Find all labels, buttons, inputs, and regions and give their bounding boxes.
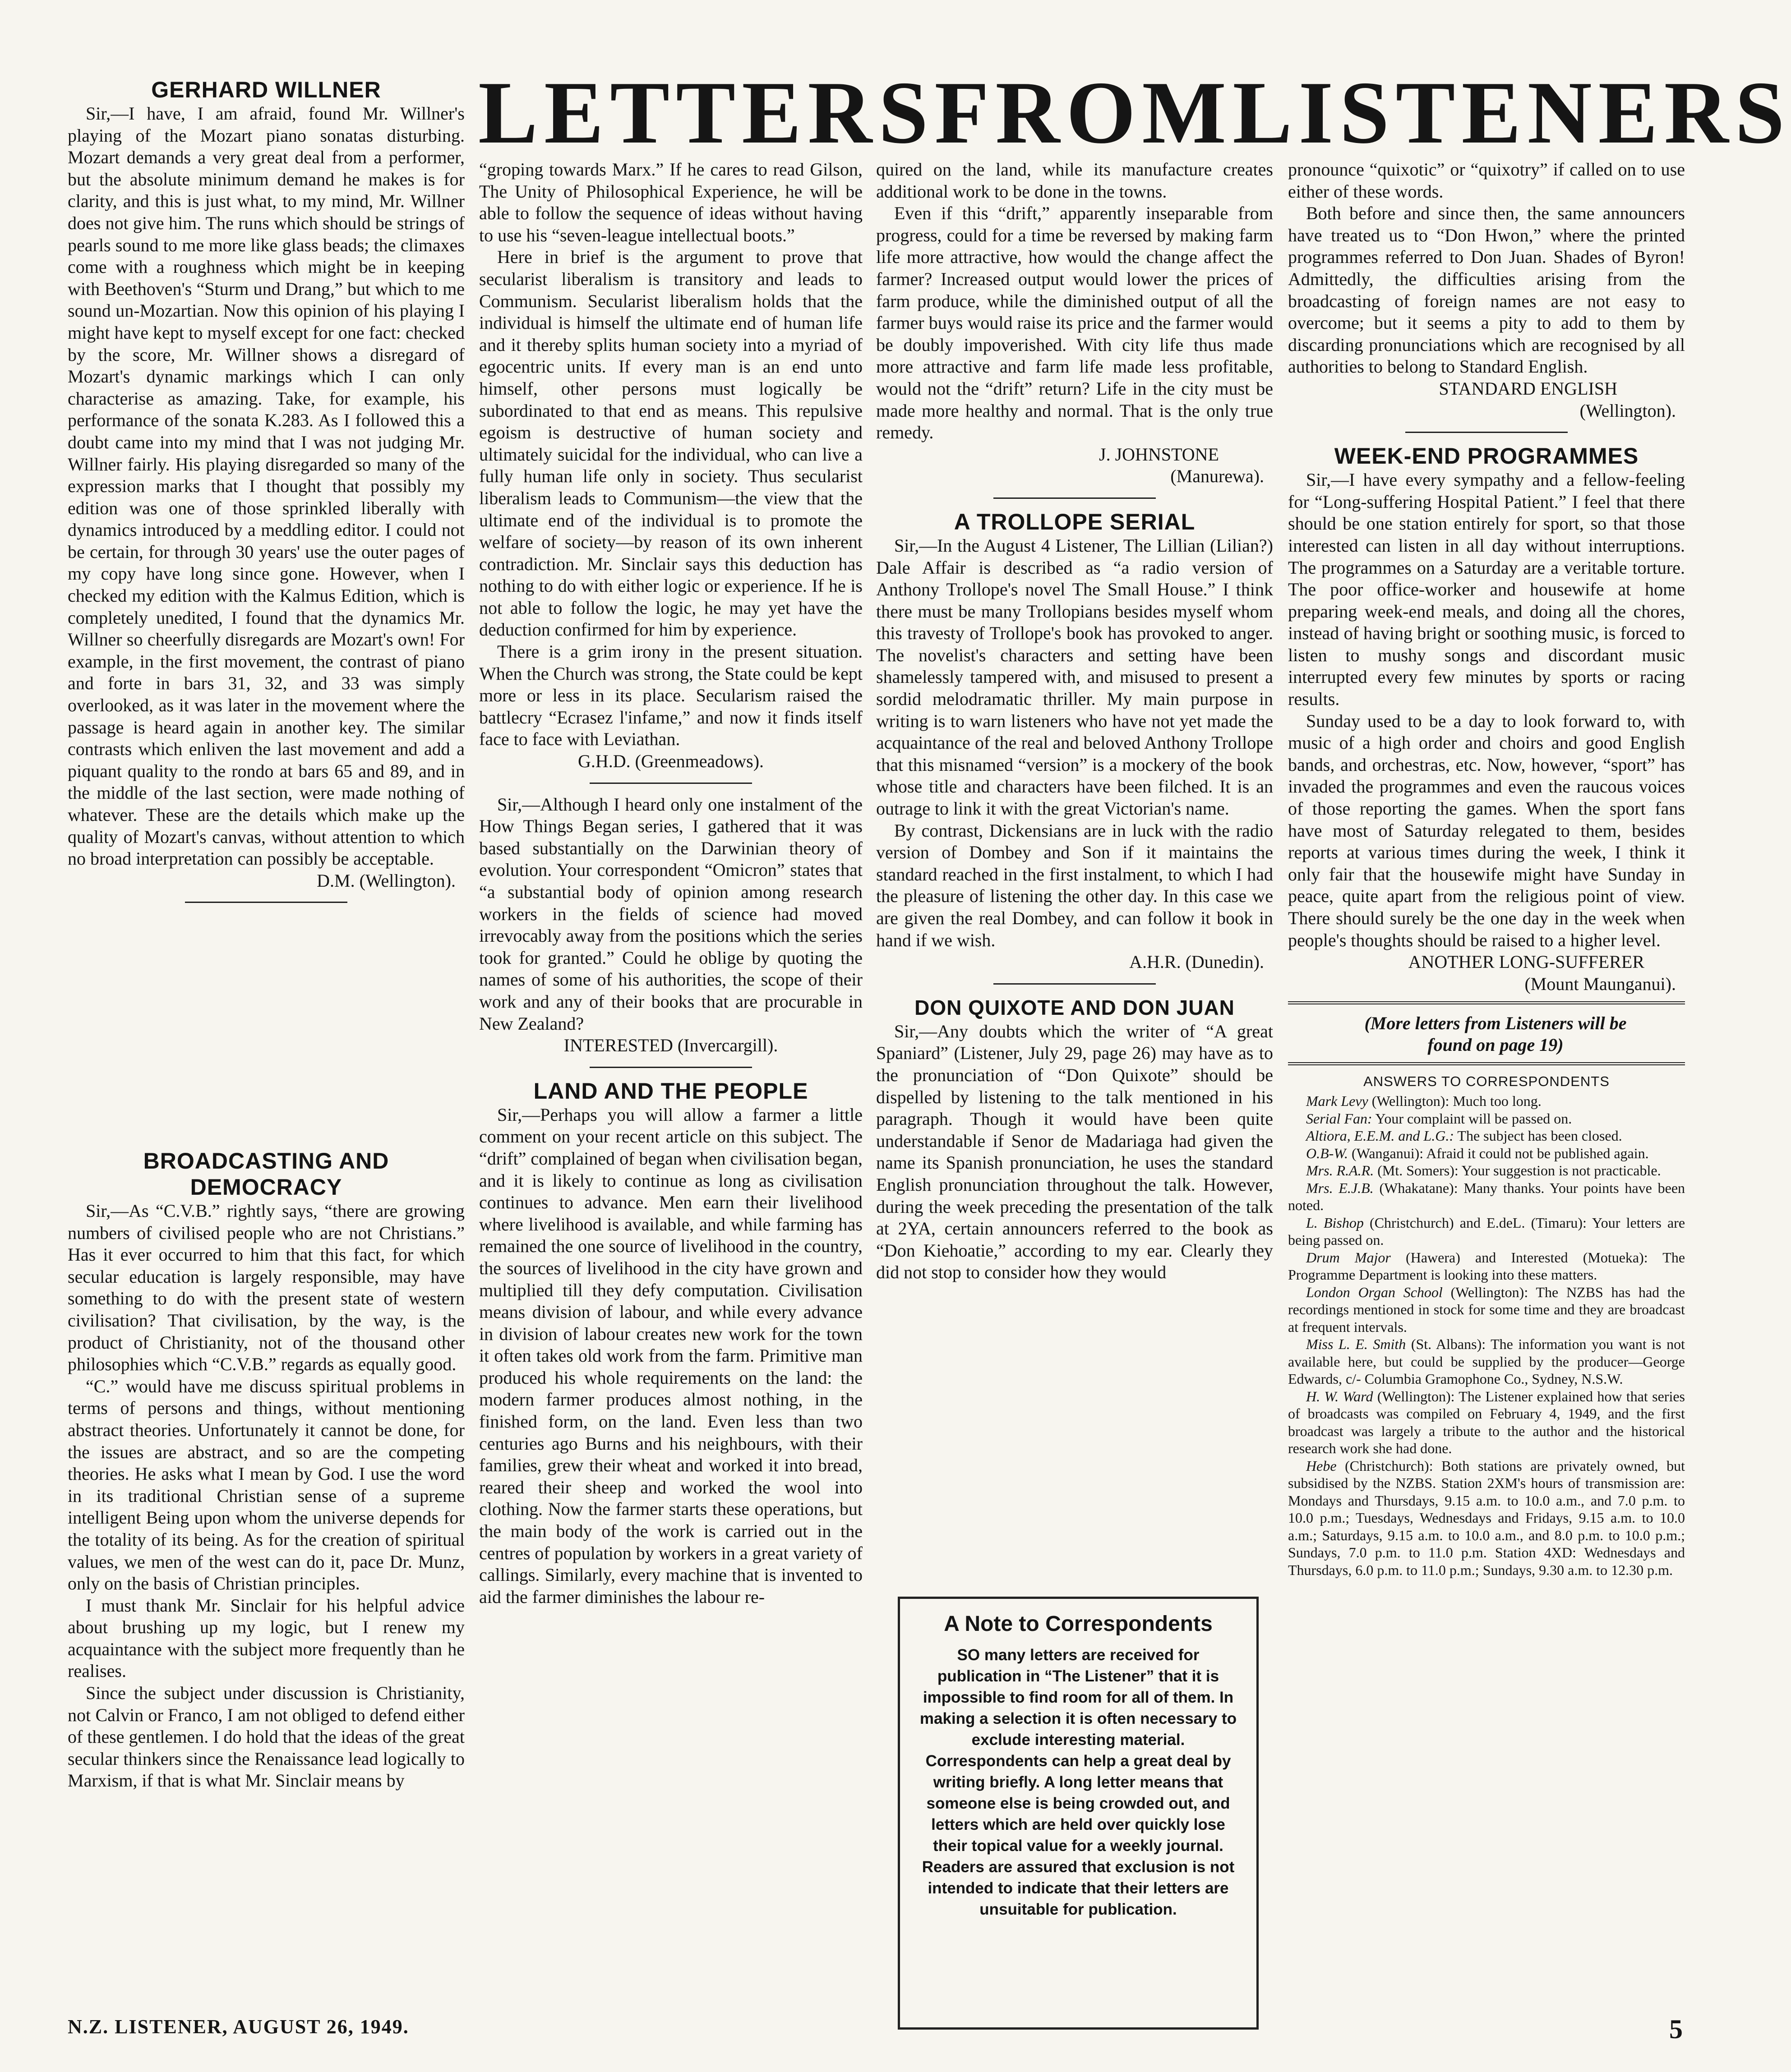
letter-body: Sir,—In the August 4 Listener, The Lillian (Lilian?) Dale Affair is described as “a radio version of Anthony Trollope's novel The Small House.” I think there must be many Trollopians besides myself whom this travesty of Trollope's book has provoked to anger. The novelist's characters and setting have been shamelessly tampered with, and misused to present a sordid melodramatic thriller. My main purpose in writing is to warn listeners who have not yet made the acquaintance of the real and beloved Anthony Trollope that this misnamed “version” is a mockery of the book whose title and characters have been filched. It is an outrage to link it with the great Victorian's name. [876, 535, 1273, 819]
letter-land-continued [876, 159, 1273, 1284]
answer-item [1288, 1145, 1685, 1162]
answer-item [1288, 1335, 1685, 1388]
letter-broadcasting-continued [479, 159, 863, 1608]
masthead-word: FROM [934, 63, 1233, 162]
letter-signature: STANDARD ENGLISH [1439, 378, 1617, 399]
note-body: SO many letters are received for publication in “The Listener” that it is impossible to find room for all of them. In making a selection it is often necessary to exclude interesting material. Correspondents can help a great deal by writing briefly. A long letter means that someone else is being crowded out, and letters which are held over quickly lose their topical value for a weekly journal. Readers are assured that exclusion is not intended to indicate that their letters are unsuitable for publication. [919, 1646, 1237, 1918]
answer-name: London Organ School [1306, 1284, 1443, 1300]
answers-list [1288, 1092, 1685, 1579]
divider [993, 497, 1156, 499]
answer-item [1288, 1162, 1685, 1179]
answer-text: (Christchurch) and E.deL. (Timaru): Your letters are being passed on. [1288, 1214, 1685, 1248]
note-title: A Note to Correspondents [944, 1612, 1213, 1636]
letter-body: Sir,—Any doubts which the writer of “A great Spaniard” (Listener, July 29, page 26) may have as to the pronunciation of “Don Quixote” should be dispelled by listening to the talk mentioned in his paragraph. Though it would have been quite understandable if Senor de Madariaga had given the name its Spanish pronunciation, he uses the standard English pronunciation throughout the talk. However, during the week preceding the presentation of the talk at 2YA, certain announcers referred to the book as “Don Kiehoatie,” according to my ear. Clearly they did not stop to consider how they would [876, 1021, 1273, 1283]
divider [993, 983, 1156, 985]
answer-name: Drum Major [1306, 1249, 1391, 1266]
letter-body: pronounce “quixotic” or “quixotry” if called on to use either of these words. [1288, 159, 1685, 202]
letter-gerhard-willner [68, 77, 465, 913]
letter-body: Sunday used to be a day to look forward to, with music of a high order and choirs and good English bands, and orchestras, etc. Now, however, “sport” has invaded the programmes and even the raucous voices of those reporting the games. When the sport fans have most of Saturday relegated to them, besides reports at various times during the week, I think it only fair that the housewife might have Sunday in peace, quite apart from the religious point of view. There should surely be the one day in the week when people's thoughts should be raised to a higher level. [1288, 710, 1685, 950]
answer-name: Miss L. E. Smith [1306, 1336, 1406, 1353]
letter-signature: INTERESTED (Invercargill). [563, 1035, 778, 1056]
letter-heading: A TROLLOPE SERIAL [954, 509, 1196, 534]
answer-name: H. W. Ward [1306, 1388, 1373, 1404]
letter-body: Both before and since then, the same announcers have treated us to “Don Hwon,” where the printed programmes referred to Don Juan. Shades of Byron! Admittedly, the difficulties arising from the broadcasting of foreign names are not easy to overcome; but it seems a pity to add to them by discarding pronunciations which are recognised by all authorities to belong to Standard English. [1288, 203, 1685, 377]
letter-body: Even if this “drift,” apparently inseparable from progress, could for a time be reversed by making farm life more attractive, how would the change affect the farmer? Increased output would lower the prices of farm produce, while the diminished output of all the farmer buys would raise its price and the farmer would be doubly impoverished. With city life thus made more attractive and farm life made less profitable, would not the “drift” return? Life in the city must be made more healthy and normal. That is the only true remedy. [876, 203, 1273, 443]
letter-heading: WEEK-END PROGRAMMES [1334, 443, 1639, 469]
divider [590, 783, 752, 784]
letter-heading: DEMOCRACY [190, 1174, 342, 1200]
letter-body: “groping towards Marx.” If he cares to read Gilson, The Unity of Philosophical Experience, he will be able to follow the sequence of ideas without having to use his “seven-league intellectual boots.” [479, 159, 863, 245]
letter-signature: G.H.D. (Greenmeadows). [577, 751, 764, 772]
letter-body: By contrast, Dickensians are in luck with the radio version of Dombey and Son if it maintains the standard reached in the first instalment, to which I had the pleasure of listening the other day. In this case we are given the real Dombey, and can follow it book in hand if we wish. [876, 820, 1273, 950]
double-divider [1288, 1062, 1685, 1065]
answer-text: (St. Albans): The information you want is not available here, but could be supplied by the producer—George Edwards, c/- Columbia Gramophone Co., Sydney, N.S.W. [1288, 1336, 1685, 1387]
answer-item [1288, 1457, 1685, 1579]
answer-item [1288, 1214, 1685, 1249]
column-1 [68, 0, 465, 2072]
answer-item [1288, 1284, 1685, 1336]
double-divider [1288, 1001, 1685, 1004]
answer-item [1288, 1249, 1685, 1284]
note-to-correspondents [898, 1597, 1259, 2030]
answer-text: (Wellington): The NZBS has had the recordings mentioned in stock for some time and they are broadcast at frequent intervals. [1288, 1284, 1685, 1335]
masthead-word: LISTENERS [1232, 63, 1791, 162]
letter-body: quired on the land, while its manufacture creates additional work to be done in the towns. [876, 159, 1273, 202]
letter-broadcasting-democracy [68, 1148, 465, 1792]
letter-body: Since the subject under discussion is Christianity, not Calvin or Franco, I am not obliged to defend either of these gentlemen. I do hold that the ideas of the great secular thinkers since the Renaissance lead logically to Marxism, if that is what Mr. Sinclair means by [68, 1683, 465, 1791]
answer-name: Mrs. R.A.R. [1306, 1162, 1374, 1179]
letter-quixote-continued [1288, 159, 1685, 1579]
answer-name: Serial Fan: [1306, 1110, 1372, 1127]
divider [590, 1067, 752, 1068]
column-4 [1288, 0, 1685, 2072]
divider [1405, 432, 1568, 433]
answer-name: L. Bishop [1306, 1214, 1364, 1231]
more-letters-note: (More letters from Listeners will be [1364, 1013, 1627, 1034]
letter-body: Sir,—Although I heard only one instalment of the How Things Began series, I gathered that it was based substantially on the Darwinian theory of evolution. Your correspondent “Omicron” states that “a substantial body of opinion among research workers in the fields of science had moved irrevocably away from the positions which the series took for granted.” Could he oblige by quoting the names of some of his authorities, the scope of their work and any of their books that are procurable in New Zealand? [479, 794, 863, 1034]
letter-heading: DON QUIXOTE AND DON JUAN [914, 995, 1235, 1019]
answer-name: O.B-W. [1306, 1145, 1348, 1161]
letter-heading: LAND AND THE PEOPLE [533, 1078, 808, 1104]
answer-text: (Christchurch): Both stations are privately owned, but subsidised by the NZBS. Station 2XM's hours of transmission are: Mondays and Thursdays, 9.15 a.m. to 10.0 a.m., and 7.0 p.m. to 10.0 p.m.; Tuesdays, Wednesdays and Fridays, 9.15 a.m. to 10.0 a.m.; Saturdays, 9.15 a.m. to 10.0 a.m., and 8.0 p.m. to 10.0 p.m.; Sundays, 7.0 p.m. to 11.0 p.m. Station 4XD: Wednesdays and Thursdays, 6.0 p.m. to 11.0 p.m.; Sundays, 9.30 a.m. to 12.30 p.m. [1288, 1457, 1685, 1578]
letter-body: Sir,—I have, I am afraid, found Mr. Willner's playing of the Mozart piano sonatas disturbing. Mozart demands a very great deal from a performer, but the absolute minimum demand he makes is for clarity, and this is just what, to my mind, Mr. Willner does not give him. The runs which should be strings of pearls sound to me more like glass beads; the climaxes come with a roughness which might be in keeping with Beethoven's “Sturm und Drang,” but which to me sound un-Mozartian. Now this opinion of his playing I might have kept to myself except for one fact: checked by the score, Mr. Willner shows a disregard of Mozart's dynamic markings which I can only characterise as amazing. Take, for example, his performance of the sonata K.283. As I followed this a doubt came into my mind that I was not judging Mr. Willner fairly. His playing disregarded so many of the expression marks that I thought that possibly my edition was one of those sprinkled liberally with dynamics introduced by a meddling editor. I could not be certain, for through 30 years' use the outer pages of my copy have long since gone. However, when I checked my edition with the Kalmus Edition, which is completely unedited, I found that the dynamics Mr. Willner so cheerfully disregards are Mozart's own! For example, in the first movement, the contrast of piano and forte in bars 31, 32, and 33 was simply overlooked, as it was later in the movement where the passage is heard again in another key. The similar contrasts which enliven the last movement and add a piquant quality to the rondo at bars 65 and 89, and in the middle of the last section, were made nothing of whatever. These are the details which make up the quality of Mozart's canvas, without attention to which no broad interpretation can possibly be acceptable. [68, 103, 465, 869]
letter-signature: A.H.R. (Dunedin). [1129, 952, 1264, 972]
answer-item [1288, 1388, 1685, 1457]
letter-signature: (Wellington). [1579, 400, 1676, 421]
answer-name: Hebe [1306, 1457, 1337, 1474]
letter-body: Sir,—I have every sympathy and a fellow-feeling for “Long-suffering Hospital Patient.” I feel that there should be one station entirely for sport, so that those interested can listen in all day without interruptions. The programmes on a Saturday are a veritable torture. The poor office-worker and housewife at home preparing week-end meals, and doing all the chores, instead of having bright or soothing music, is forced to listen to mushy songs and discordant music interrupted every few minutes by sports or racing results. [1288, 470, 1685, 709]
answer-text: (Wellington): The Listener explained how that series of broadcasts was compiled on February 4, 1949, and the first broadcast was largely a tribute to the author and the historical research work she had done. [1288, 1388, 1685, 1457]
answer-item [1288, 1179, 1685, 1214]
answer-item [1288, 1127, 1685, 1145]
answer-text: (Hawera) and Interested (Motueka): The Programme Department is looking into these matters. [1288, 1249, 1685, 1283]
page-footer: N.Z. LISTENER, AUGUST 26, 1949. [68, 2016, 409, 2038]
letter-body: Here in brief is the argument to prove that secularist liberalism is transitory and leads to Communism. Secularist liberalism holds that the individual is himself the ultimate end of human life and it thereby splits human society into a myriad of egocentric units. If every man is an end unto himself, other persons must logically be subordinated to that end as means. This repulsive egoism is destructive of human society and ultimately suicidal for the individual, who can live a fully human life only in society. Thus secularist liberalism leads to Communism—the view that the ultimate end of the individual is to promote the welfare of society—by reason of its own inherent contradiction. Mr. Sinclair says this deduction has nothing to do with either logic or experience. If he is not able to follow the logic, he may yet have the deduction confirmed for him by experience. [479, 247, 863, 640]
letter-heading: BROADCASTING AND [143, 1148, 389, 1174]
letter-body: Sir,—As “C.V.B.” rightly says, “there are growing numbers of civilised people who are not Christians.” Has it ever occurred to him that this fact, for which secular education is largely responsible, may have something to do with the present state of western civilisation? That civilisation, by the way, is the product of Christianity, not of the thousand other philosophies which “C.V.B.” regards as equally good. [68, 1201, 465, 1375]
answer-item [1288, 1092, 1685, 1110]
page-number: 5 [1669, 2014, 1683, 2044]
answer-text: Your complaint will be passed on. [1375, 1110, 1572, 1127]
letter-body: There is a grim irony in the present situation. When the Church was strong, the State could be kept more or less in its place. Secularism raised the battlecry “Ecrasez l'infame,” and now it finds itself face to face with Leviathan. [479, 641, 863, 750]
letter-signature: J. JOHNSTONE [1099, 444, 1219, 465]
answer-item [1288, 1110, 1685, 1128]
answer-name: Altiora, E.E.M. and L.G.: [1306, 1128, 1454, 1144]
answer-text: (Wanganui): Afraid it could not be published again. [1352, 1145, 1649, 1161]
answer-text: (Whakatane): Many thanks. Your points have been noted. [1288, 1179, 1685, 1214]
letter-body: I must thank Mr. Sinclair for his helpful advice about brushing up my logic, but I renew my acquaintance with the subject more frequently than he realises. [68, 1595, 465, 1681]
more-letters-note: found on page 19) [1427, 1035, 1564, 1055]
divider [185, 902, 347, 903]
answer-text: (Mt. Somers): Your suggestion is not practicable. [1377, 1162, 1661, 1179]
answer-name: Mark Levy [1306, 1093, 1368, 1110]
answer-text: The subject has been closed. [1457, 1128, 1622, 1144]
masthead-word: LETTERS [478, 63, 935, 162]
letter-signature: (Manurewa). [1170, 466, 1264, 487]
letter-signature: D.M. (Wellington). [317, 870, 456, 891]
column-2 [479, 0, 863, 2072]
letter-signature: (Mount Maunganui). [1524, 973, 1676, 994]
answer-text: (Wellington): Much too long. [1371, 1093, 1542, 1110]
answer-name: Mrs. E.J.B. [1306, 1179, 1374, 1196]
letter-body: Sir,—Perhaps you will allow a farmer a little comment on your recent article on this subject. The “drift” complained of began when civilisation began, and it is likely to continue as long as civilisation continues to advance. Men earn their livelihood where livelihood is available, and while farming has remained the one source of livelihood in the country, the sources of livelihood in the city have grown and multiplied till they defy computation. Civilisation means division of labour, and while every advance in division of labour creates new work for the town it often takes old work from the farm. Primitive man produced his whole requirements on the land: the modern farmer produces almost nothing, in the finished form, on the land. Even less than two centuries ago Burns and his neighbours, with their families, grew their wheat and worked it into bread, reared their sheep and worked the wool into clothing. Now the farmer starts these operations, but the main body of the work is carried out in the centres of population by workers in a great variety of callings. Similarly, every machine that is invented to aid the farmer diminishes the labour re- [479, 1104, 863, 1607]
letter-body: “C.” would have me discuss spiritual problems in terms of persons and things, without mentioning abstract theories. Unfortunately it cannot be done, for the issues are abstract, and so are the competing theories. He asks what I mean by God. I use the word in its traditional Christian sense of a supreme intelligent Being upon whom the universe depends for the totality of its being. As for the creation of spiritual values, we men of the west can do it, pace Dr. Munz, only on the basis of Christian principles. [68, 1376, 465, 1594]
letter-signature: ANOTHER LONG-SUFFERER [1408, 952, 1644, 972]
letter-heading: GERHARD WILLNER [151, 77, 381, 102]
answers-heading: ANSWERS TO CORRESPONDENTS [1363, 1073, 1610, 1090]
